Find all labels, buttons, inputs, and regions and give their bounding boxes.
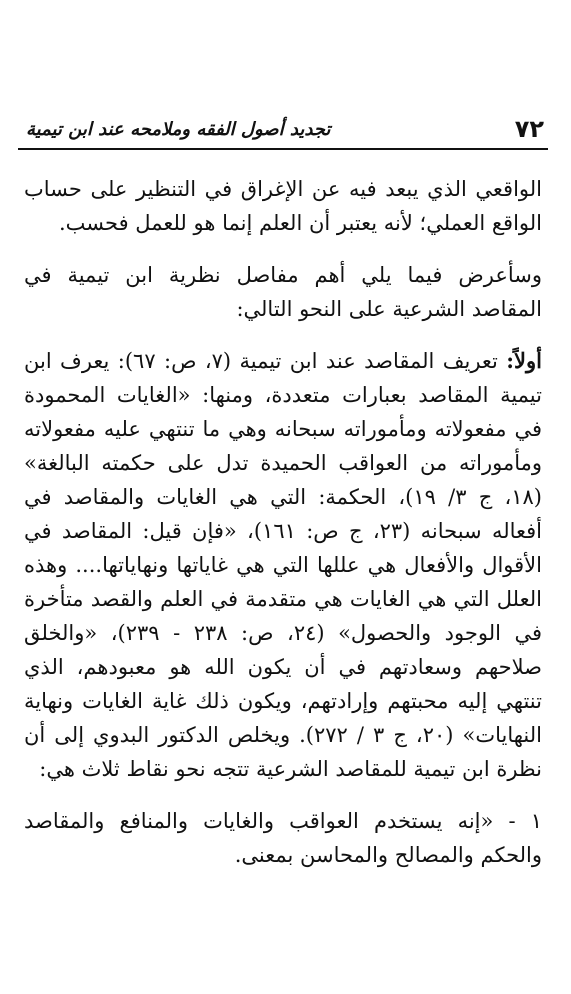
running-title: تجديد أصول الفقه وملامحه عند ابن تيمية bbox=[26, 118, 331, 140]
header-divider bbox=[18, 148, 548, 150]
paragraph-2: وسأعرض فيما يلي أهم مفاصل نظرية ابن تيمية في المقاصد الشرعية على النحو التالي: bbox=[24, 263, 542, 321]
paragraph-3-lead: أولاً: bbox=[506, 348, 542, 373]
paragraph-3 bbox=[24, 344, 542, 786]
paragraph-3-text: تعريف المقاصد عند ابن تيمية (٧، ص: ٦٧): يعرف ابن تيمية المقاصد بعبارات متعددة، ومنها: «الغايات المحمودة في مفعولاته ومأموراته سبحانه وهي ما تنتهي عليه مفعولاته ومأموراته من العواقب الحميدة تدل على حكمته البالغة» (١٨، ج ٣/ ١٩)، الحكمة: التي هي الغايات والمقاصد في أفعاله سبحانه (٢٣، ج ص: ١٦١)، «فإن قيل: المقاصد في الأقوال والأفعال هي عللها التي هي غاياتها ونهاياتها.... وهذه العلل التي هي الغايات هي متقدمة في العلم والقصد متأخرة في الوجود والحصول» (٢٤، ص: ٢٣٨ - ٢٣٩)، «والخلق صلاحهم وسعادتهم في أن يكون الله هو معبودهم، الذي تنتهي إليه محبتهم وإرادتهم، ويكون ذلك غاية الغايات ونهاية النهايات» (٢٠، ج ٣ / ٢٧٢). ويخلص الدكتور البدوي إلى أن نظرة ابن تيمية للمقاصد الشرعية تتجه نحو نقاط ثلاث هي: bbox=[24, 349, 543, 781]
body-text bbox=[24, 172, 542, 890]
page-header bbox=[20, 112, 546, 146]
paragraph-4: ١ - «إنه يستخدم العواقب والغايات والمنافع والمقاصد والحكم والمصالح والمحاسن بمعنى. bbox=[24, 809, 542, 867]
paragraph-1: الواقعي الذي يبعد فيه عن الإغراق في التنظير على حساب الواقع العملي؛ لأنه يعتبر أن العلم إنما هو للعمل فحسب. bbox=[24, 177, 542, 235]
page-number: ٧٢ bbox=[514, 115, 544, 143]
